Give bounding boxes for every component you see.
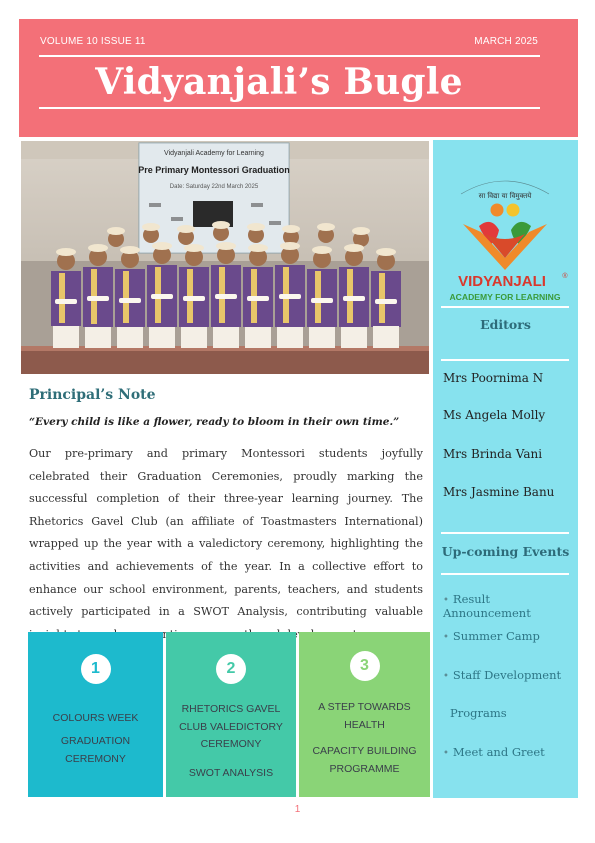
bullet-icon: • <box>443 632 449 643</box>
masthead <box>19 19 578 137</box>
event-label: Programs <box>450 706 507 720</box>
bullet-icon: • <box>443 595 449 606</box>
logo-name: VIDYANJALI <box>458 273 546 290</box>
box-item: SWOT ANALYSIS <box>188 767 274 779</box>
newsletter-title: Vidyanjali’s Bugle <box>95 61 463 103</box>
masthead-meta <box>40 36 538 47</box>
sidebar-rule <box>441 306 569 308</box>
issue-date: MARCH 2025 <box>474 36 538 47</box>
sidebar-rule <box>441 532 569 534</box>
bullet-icon: • <box>443 671 449 682</box>
page-number: 1 <box>294 804 301 815</box>
editor-name: Mrs Brinda Vani <box>443 447 543 461</box>
box-number: 3 <box>350 651 380 681</box>
highlight-box-3 <box>299 632 430 797</box>
event-item <box>443 668 561 682</box>
event-label: Result Announcement <box>443 592 531 620</box>
banner-date-text: Date: Saturday 22nd March 2025 <box>169 184 259 190</box>
editor-name: Mrs Jasmine Banu <box>443 485 555 499</box>
box-item: COLOURS WEEK <box>52 712 139 724</box>
event-label: Meet and Greet <box>452 745 545 759</box>
event-label: Staff Development <box>452 668 562 682</box>
volume-issue: VOLUME 10 ISSUE 11 <box>40 36 146 47</box>
school-logo <box>439 148 572 306</box>
highlight-box-1 <box>28 632 163 797</box>
box-number: 2 <box>216 654 246 684</box>
bullet-icon: • <box>443 748 449 759</box>
sidebar <box>433 140 578 798</box>
banner-title-text: Pre Primary Montessori Graduation <box>138 165 290 175</box>
sidebar-rule <box>441 359 569 361</box>
event-item <box>443 592 578 620</box>
event-item <box>443 745 545 759</box>
box-number: 1 <box>81 654 111 684</box>
event-item <box>443 629 540 643</box>
box-item: GRADUATION CEREMONY <box>60 735 131 765</box>
highlight-box-2 <box>166 632 296 797</box>
event-item <box>450 706 507 720</box>
principal-note-body: Our pre-primary and primary Montessori students joyfully celebrated their Graduation Ceremonies, proudly marking the successful completion of their three-year learning journey. The Rhetorics Gavel Club (an affiliate of Toastmasters International) wrapped up the year with a valedictory ceremony, highlighting the activities and achievements of the year. In a collective effort to enhance our school environment, parents, teachers, and students actively participated in a SWOT Analysis, contributing valuable <box>29 447 423 619</box>
banner-school-text: Vidyanjali Academy for Learning <box>164 150 264 157</box>
box-item: CAPACITY BUILDING PROGRAMME <box>312 745 417 775</box>
logo-registered: ® <box>562 273 568 280</box>
editor-name: Mrs Poornima N <box>443 371 544 385</box>
events-heading: Up-coming Events <box>441 544 570 559</box>
editors-heading: Editors <box>480 317 531 332</box>
principal-note-heading: Principal’s Note <box>29 387 156 403</box>
masthead-rule-top <box>39 55 540 57</box>
logo-subtitle: ACADEMY FOR LEARNING <box>449 292 561 302</box>
sidebar-rule <box>441 573 569 575</box>
box-item: A STEP TOWARDS HEALTH <box>318 701 411 731</box>
graduation-photo <box>21 141 429 374</box>
editor-name: Ms Angela Molly <box>443 408 546 422</box>
principal-quote: “Every child is like a flower, ready to bloom in their own time.” <box>29 416 400 428</box>
box-item: RHETORICS GAVEL CLUB VALEDICTORY CEREMONY <box>179 703 283 750</box>
event-label: Summer Camp <box>452 629 540 643</box>
logo-tagline: सा विद्या या विमुक्तये <box>478 192 532 200</box>
masthead-rule-bottom <box>39 107 540 109</box>
